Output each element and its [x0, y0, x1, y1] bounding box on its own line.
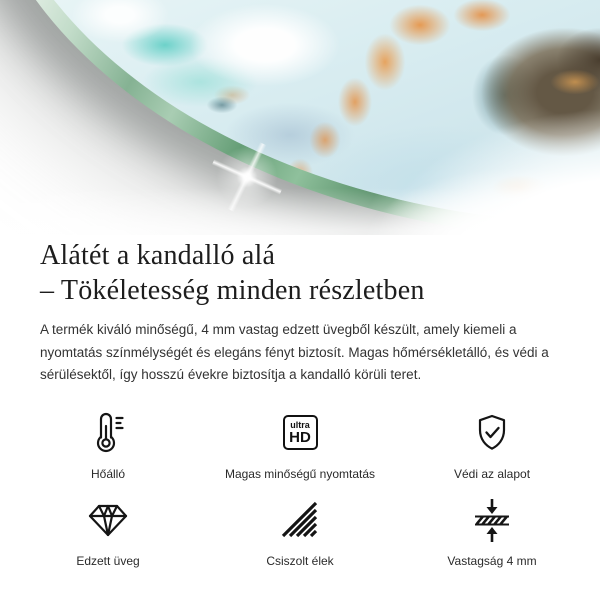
- ultra-hd-text-top: ultra: [290, 419, 310, 430]
- feature-label: Edzett üveg: [76, 553, 140, 568]
- product-description: A termék kiváló minőségű, 4 mm vastag edzett üvegből készült, amely kiemeli a nyomtatás színmélységét és elegáns fényt biztosít. Magas hőmérsékletálló, és védi a sérülésektől, így hosszú évekre biztosítja a kandalló körüli teret.: [40, 322, 549, 382]
- feature-polished-edges: [204, 497, 396, 568]
- feature-heat-resistant: [12, 410, 204, 481]
- ultra-hd-icon: [283, 410, 318, 456]
- shield-check-icon: [469, 410, 515, 456]
- product-hero-image: [0, 0, 600, 235]
- feature-thickness: [396, 497, 588, 568]
- thickness-icon: [469, 497, 515, 543]
- polished-edge-icon: [277, 497, 323, 543]
- title-line-2: – Tökéletesség minden részletben: [40, 275, 425, 306]
- ultra-hd-text-bottom: HD: [289, 428, 311, 446]
- product-description-section: [0, 235, 600, 387]
- feature-label: Hőálló: [90, 466, 126, 481]
- feature-label: Vastagság 4 mm: [447, 553, 537, 568]
- feature-grid: [12, 410, 588, 568]
- title-line-1: Alátét a kandalló alá: [40, 240, 276, 271]
- feature-label: Magas minőségű nyomtatás: [224, 466, 376, 481]
- feature-print-quality: [204, 410, 396, 481]
- feature-label: Csiszolt élek: [266, 553, 334, 568]
- page-title: [40, 238, 560, 308]
- feature-label: Védi az alapot: [453, 466, 531, 481]
- feature-protects-base: [396, 410, 588, 481]
- feature-tempered-glass: [12, 497, 204, 568]
- thermometer-icon: [85, 410, 131, 456]
- diamond-icon: [85, 497, 131, 543]
